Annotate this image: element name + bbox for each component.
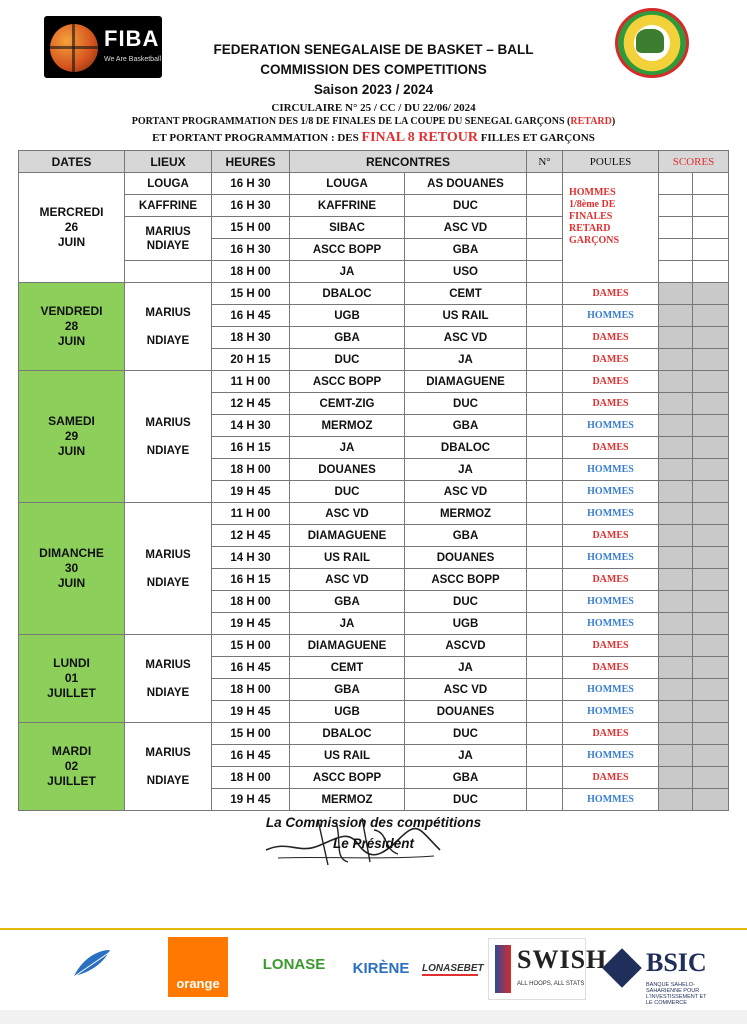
poule-cell: DAMES (563, 569, 659, 591)
date-line: JUILLET (47, 774, 96, 788)
home-team-cell: DUC (290, 481, 405, 503)
poule-cell: DAMES (563, 371, 659, 393)
score-away-cell (693, 261, 729, 283)
away-team-cell: GBA (405, 239, 527, 261)
numero-cell (527, 613, 563, 635)
heure-cell: 19 H 45 (212, 701, 290, 723)
lieu-cell (125, 503, 212, 635)
home-team-cell: SIBAC (290, 217, 405, 239)
poule-block-line: HOMMES (569, 187, 616, 198)
away-team-cell: DOUANES (405, 701, 527, 723)
heure-cell: 12 H 45 (212, 525, 290, 547)
score-home-cell (659, 261, 693, 283)
lieu-line: MARIUS (145, 416, 191, 429)
header-poules: POULES (563, 151, 659, 173)
home-team-cell: DUC (290, 349, 405, 371)
poule-cell: DAMES (563, 437, 659, 459)
fiba-tagline: We Are Basketball (104, 56, 162, 63)
date-line: JUIN (57, 334, 86, 348)
poule-cell: HOMMES (563, 701, 659, 723)
away-team-cell: DOUANES (405, 547, 527, 569)
poule-block-line: 1/8ème DE (569, 199, 616, 210)
numero-cell (527, 723, 563, 745)
poule-cell: DAMES (563, 635, 659, 657)
score-home-cell (659, 393, 693, 415)
date-line: 28 (64, 319, 79, 333)
heure-cell: 16 H 45 (212, 305, 290, 327)
score-away-cell (693, 371, 729, 393)
score-home-cell (659, 349, 693, 371)
home-team-cell: JA (290, 261, 405, 283)
date-line: JUIN (57, 235, 86, 249)
numero-cell (527, 415, 563, 437)
portant-line-2 (0, 130, 747, 146)
heure-cell: 18 H 00 (212, 261, 290, 283)
numero-cell (527, 503, 563, 525)
header-heures: HEURES (212, 151, 290, 173)
score-home-cell (659, 591, 693, 613)
date-cell (19, 503, 125, 635)
poule-cell: HOMMES (563, 547, 659, 569)
numero-cell (527, 371, 563, 393)
bsic-tagline: BANQUE SAHELO-SAHARIENNE POUR L'INVESTISSEMENT ET LE COMMERCE (646, 982, 707, 1006)
lieu-cell (125, 283, 212, 371)
score-home-cell (659, 459, 693, 481)
date-cell (19, 371, 125, 503)
signature-commission: La Commission des compétitions (265, 815, 482, 830)
header-dates: DATES (19, 151, 125, 173)
home-team-cell: CEMT-ZIG (290, 393, 405, 415)
date-line: 26 (64, 220, 79, 234)
header-numero: N° (527, 151, 563, 173)
home-team-cell: ASCC BOPP (290, 239, 405, 261)
lieu-cell (125, 635, 212, 723)
home-team-cell: GBA (290, 591, 405, 613)
poule-cell: DAMES (563, 767, 659, 789)
numero-cell (527, 173, 563, 195)
heure-cell: 11 H 00 (212, 371, 290, 393)
score-away-cell (693, 217, 729, 239)
score-home-cell (659, 679, 693, 701)
heure-cell: 15 H 00 (212, 217, 290, 239)
lieu-cell (125, 371, 212, 503)
date-cell (19, 283, 125, 371)
home-team-cell: DBALOC (290, 283, 405, 305)
numero-cell (527, 261, 563, 283)
table-row (19, 173, 729, 195)
heure-cell: 19 H 45 (212, 481, 290, 503)
poule-cell: DAMES (563, 525, 659, 547)
score-away-cell (693, 327, 729, 349)
home-team-cell: UGB (290, 305, 405, 327)
date-cell (19, 723, 125, 811)
away-team-cell: GBA (405, 767, 527, 789)
date-line: JUILLET (47, 686, 96, 700)
score-home-cell (659, 525, 693, 547)
date-line: DIMANCHE (39, 546, 104, 560)
score-home-cell (659, 569, 693, 591)
poule-block-line: FINALES (569, 211, 613, 222)
heure-cell: 16 H 15 (212, 569, 290, 591)
portant2-highlight: FINAL 8 RETOUR (361, 130, 478, 145)
score-away-cell (693, 349, 729, 371)
numero-cell (527, 327, 563, 349)
portant1-prefix: PORTANT PROGRAMMATION DES 1/8 DE FINALES DE LA COUPE DU SENEGAL GARÇONS ( (131, 116, 571, 127)
away-team-cell: DUC (405, 195, 527, 217)
numero-cell (527, 635, 563, 657)
score-away-cell (693, 635, 729, 657)
date-line: VENDREDI (40, 304, 103, 318)
poule-cell: HOMMES (563, 745, 659, 767)
score-away-cell (693, 723, 729, 745)
score-away-cell (693, 767, 729, 789)
home-team-cell: ASCC BOPP (290, 767, 405, 789)
score-home-cell (659, 371, 693, 393)
lieu-line: NDIAYE (146, 444, 190, 457)
lieu-cell: MARIUS NDIAYE (125, 217, 212, 261)
away-team-cell: DUC (405, 723, 527, 745)
lieu-cell: LOUGA (125, 173, 212, 195)
numero-cell (527, 195, 563, 217)
score-home-cell (659, 767, 693, 789)
score-home-cell (659, 503, 693, 525)
heure-cell: 16 H 15 (212, 437, 290, 459)
away-team-cell: UGB (405, 613, 527, 635)
home-team-cell: JA (290, 613, 405, 635)
away-team-cell: JA (405, 459, 527, 481)
poule-cell: HOMMES (563, 789, 659, 811)
poule-cell: DAMES (563, 657, 659, 679)
score-away-cell (693, 481, 729, 503)
away-team-cell: USO (405, 261, 527, 283)
portant1-suffix: ) (611, 116, 616, 127)
header-scores: SCORES (659, 151, 729, 173)
header-rencontres: RENCONTRES (290, 151, 527, 173)
poule-block-line: RETARD (569, 223, 611, 234)
numero-cell (527, 437, 563, 459)
numero-cell (527, 349, 563, 371)
away-team-cell: DBALOC (405, 437, 527, 459)
swish-tagline: ALL HOOPS, ALL STATS (517, 981, 585, 987)
commission-title: COMMISSION DES COMPETITIONS (260, 62, 487, 77)
home-team-cell: DBALOC (290, 723, 405, 745)
score-home-cell (659, 789, 693, 811)
date-line: MERCREDI (39, 205, 104, 219)
heure-cell: 15 H 00 (212, 635, 290, 657)
poule-cell: HOMMES (563, 305, 659, 327)
numero-cell (527, 481, 563, 503)
home-team-cell: MERMOZ (290, 415, 405, 437)
heure-cell: 14 H 30 (212, 547, 290, 569)
poule-cell: DAMES (563, 327, 659, 349)
poule-cell: HOMMES (563, 613, 659, 635)
date-line: 02 (64, 759, 79, 773)
date-cell (19, 173, 125, 283)
numero-cell (527, 217, 563, 239)
score-home-cell (659, 701, 693, 723)
numero-cell (527, 459, 563, 481)
score-away-cell (693, 415, 729, 437)
table-row (19, 283, 729, 305)
poule-cell: HOMMES (563, 415, 659, 437)
date-line: 01 (64, 671, 79, 685)
numero-cell (527, 283, 563, 305)
swish-label: SWISH (517, 945, 608, 974)
score-away-cell (693, 437, 729, 459)
orange-label: orange (176, 976, 220, 991)
home-team-cell: ASC VD (290, 569, 405, 591)
heure-cell: 18 H 00 (212, 591, 290, 613)
signature-president: Le Président (332, 836, 415, 851)
numero-cell (527, 547, 563, 569)
portant-line-1 (0, 116, 747, 127)
home-team-cell: ASC VD (290, 503, 405, 525)
numero-cell (527, 701, 563, 723)
footer-divider (0, 928, 747, 930)
portant2-prefix: ET PORTANT PROGRAMMATION : DES (152, 132, 362, 144)
home-team-cell: MERMOZ (290, 789, 405, 811)
date-line: JUIN (57, 444, 86, 458)
heure-cell: 16 H 30 (212, 239, 290, 261)
score-home-cell (659, 217, 693, 239)
away-team-cell: JA (405, 349, 527, 371)
lieu-line: NDIAYE (146, 576, 190, 589)
lieu-line: NDIAYE (146, 686, 190, 699)
numero-cell (527, 393, 563, 415)
home-team-cell: GBA (290, 327, 405, 349)
score-away-cell (693, 525, 729, 547)
portant1-highlight: RETARD (570, 116, 612, 127)
away-team-cell: GBA (405, 525, 527, 547)
table-row (19, 371, 729, 393)
score-away-cell (693, 745, 729, 767)
home-team-cell: US RAIL (290, 745, 405, 767)
schedule-body (19, 173, 729, 811)
score-away-cell (693, 613, 729, 635)
table-row (19, 723, 729, 745)
date-line: 30 (64, 561, 79, 575)
score-away-cell (693, 305, 729, 327)
heure-cell: 18 H 00 (212, 679, 290, 701)
score-home-cell (659, 613, 693, 635)
score-away-cell (693, 657, 729, 679)
heure-cell: 12 H 45 (212, 393, 290, 415)
numero-cell (527, 679, 563, 701)
home-team-cell: DIAMAGUENE (290, 525, 405, 547)
date-line: 29 (64, 429, 79, 443)
lieu-line: NDIAYE (146, 334, 190, 347)
poule-cell: HOMMES (563, 459, 659, 481)
poule-cell: HOMMES (563, 503, 659, 525)
table-row (19, 635, 729, 657)
away-team-cell: DUC (405, 789, 527, 811)
orange-sponsor-logo (168, 937, 228, 997)
date-line: JUIN (57, 576, 86, 590)
lieu-cell (125, 723, 212, 811)
score-away-cell (693, 547, 729, 569)
table-row (19, 503, 729, 525)
poule-cell: HOMMES (563, 591, 659, 613)
date-line: SAMEDI (48, 414, 95, 428)
home-team-cell: KAFFRINE (290, 195, 405, 217)
score-home-cell (659, 327, 693, 349)
numero-cell (527, 239, 563, 261)
poule-cell: DAMES (563, 393, 659, 415)
score-away-cell (693, 283, 729, 305)
poule-cell: HOMMES (563, 679, 659, 701)
away-team-cell: ASC VD (405, 327, 527, 349)
federation-title: FEDERATION SENEGALAISE DE BASKET – BALL (213, 42, 534, 57)
home-team-cell: LOUGA (290, 173, 405, 195)
away-team-cell: DUC (405, 591, 527, 613)
lieu-cell: KAFFRINE (125, 195, 212, 217)
lonase-sponsor-logo: LONASE (262, 956, 326, 973)
score-away-cell (693, 195, 729, 217)
score-home-cell (659, 745, 693, 767)
score-home-cell (659, 723, 693, 745)
numero-cell (527, 657, 563, 679)
swish-sponsor-logo (488, 938, 608, 1000)
lonasebet-sponsor-logo: LONASEBET (422, 963, 484, 974)
score-away-cell (693, 701, 729, 723)
poule-cell: DAMES (563, 283, 659, 305)
lieu-cell-empty (125, 261, 212, 283)
heure-cell: 15 H 00 (212, 283, 290, 305)
score-home-cell (659, 283, 693, 305)
poule-block-cell (563, 173, 659, 283)
home-team-cell: US RAIL (290, 547, 405, 569)
score-away-cell (693, 503, 729, 525)
away-team-cell: DIAMAGUENE (405, 371, 527, 393)
score-away-cell (693, 239, 729, 261)
away-team-cell: ASC VD (405, 481, 527, 503)
heure-cell: 18 H 00 (212, 767, 290, 789)
table-header-row (19, 151, 729, 173)
score-away-cell (693, 679, 729, 701)
date-cell (19, 635, 125, 723)
score-home-cell (659, 547, 693, 569)
away-team-cell: ASC VD (405, 679, 527, 701)
home-team-cell: JA (290, 437, 405, 459)
score-home-cell (659, 305, 693, 327)
numero-cell (527, 745, 563, 767)
away-team-cell: JA (405, 657, 527, 679)
heure-cell: 16 H 30 (212, 195, 290, 217)
home-team-cell: UGB (290, 701, 405, 723)
bsic-label: BSIC (646, 948, 707, 977)
kirene-sponsor-logo: KIRÈNE (352, 960, 410, 977)
home-team-cell: DIAMAGUENE (290, 635, 405, 657)
score-home-cell (659, 239, 693, 261)
numero-cell (527, 767, 563, 789)
away-team-cell: DUC (405, 393, 527, 415)
date-line: LUNDI (53, 656, 90, 670)
score-home-cell (659, 481, 693, 503)
away-team-cell: CEMT (405, 283, 527, 305)
score-home-cell (659, 657, 693, 679)
poule-block-line: GARÇONS (569, 235, 620, 246)
away-team-cell: ASC VD (405, 217, 527, 239)
score-away-cell (693, 173, 729, 195)
date-line: MARDI (51, 744, 92, 758)
heure-cell: 16 H 30 (212, 173, 290, 195)
score-home-cell (659, 415, 693, 437)
heure-cell: 20 H 15 (212, 349, 290, 371)
fiba-logo-text: FIBA (104, 26, 160, 51)
numero-cell (527, 591, 563, 613)
feather-sponsor-logo (70, 946, 114, 980)
bsic-sponsor-logo (606, 948, 707, 1006)
numero-cell (527, 525, 563, 547)
poule-cell: HOMMES (563, 481, 659, 503)
numero-cell (527, 305, 563, 327)
footer-strip (0, 1010, 747, 1024)
circulaire-line: CIRCULAIRE N° 25 / CC / DU 22/06/ 2024 (271, 102, 476, 114)
away-team-cell: GBA (405, 415, 527, 437)
lieu-line: MARIUS (145, 548, 191, 561)
heure-cell: 14 H 30 (212, 415, 290, 437)
lieu-line: MARIUS (145, 306, 191, 319)
score-home-cell (659, 635, 693, 657)
swish-flag-icon (495, 945, 511, 993)
numero-cell (527, 569, 563, 591)
lieu-line: NDIAYE (146, 774, 190, 787)
away-team-cell: ASCVD (405, 635, 527, 657)
lieu-line: MARIUS (145, 658, 191, 671)
saison-title: Saison 2023 / 2024 (313, 82, 434, 97)
score-home-cell (659, 437, 693, 459)
away-team-cell: MERMOZ (405, 503, 527, 525)
numero-cell (527, 789, 563, 811)
away-team-cell: JA (405, 745, 527, 767)
portant2-suffix: FILLES ET GARÇONS (477, 132, 595, 144)
score-home-cell (659, 173, 693, 195)
away-team-cell: AS DOUANES (405, 173, 527, 195)
home-team-cell: GBA (290, 679, 405, 701)
heure-cell: 19 H 45 (212, 613, 290, 635)
poule-cell: DAMES (563, 349, 659, 371)
score-away-cell (693, 393, 729, 415)
home-team-cell: DOUANES (290, 459, 405, 481)
schedule-table (18, 150, 729, 811)
score-away-cell (693, 591, 729, 613)
poule-cell: DAMES (563, 723, 659, 745)
heure-cell: 16 H 45 (212, 745, 290, 767)
home-team-cell: ASCC BOPP (290, 371, 405, 393)
lieu-line: MARIUS (145, 746, 191, 759)
header-lieux: LIEUX (125, 151, 212, 173)
score-away-cell (693, 459, 729, 481)
heure-cell: 18 H 30 (212, 327, 290, 349)
home-team-cell: CEMT (290, 657, 405, 679)
score-away-cell (693, 569, 729, 591)
heure-cell: 18 H 00 (212, 459, 290, 481)
bsic-diamond-icon (602, 948, 642, 988)
heure-cell: 11 H 00 (212, 503, 290, 525)
heure-cell: 16 H 45 (212, 657, 290, 679)
away-team-cell: ASCC BOPP (405, 569, 527, 591)
heure-cell: 15 H 00 (212, 723, 290, 745)
heure-cell: 19 H 45 (212, 789, 290, 811)
away-team-cell: US RAIL (405, 305, 527, 327)
score-away-cell (693, 789, 729, 811)
score-home-cell (659, 195, 693, 217)
